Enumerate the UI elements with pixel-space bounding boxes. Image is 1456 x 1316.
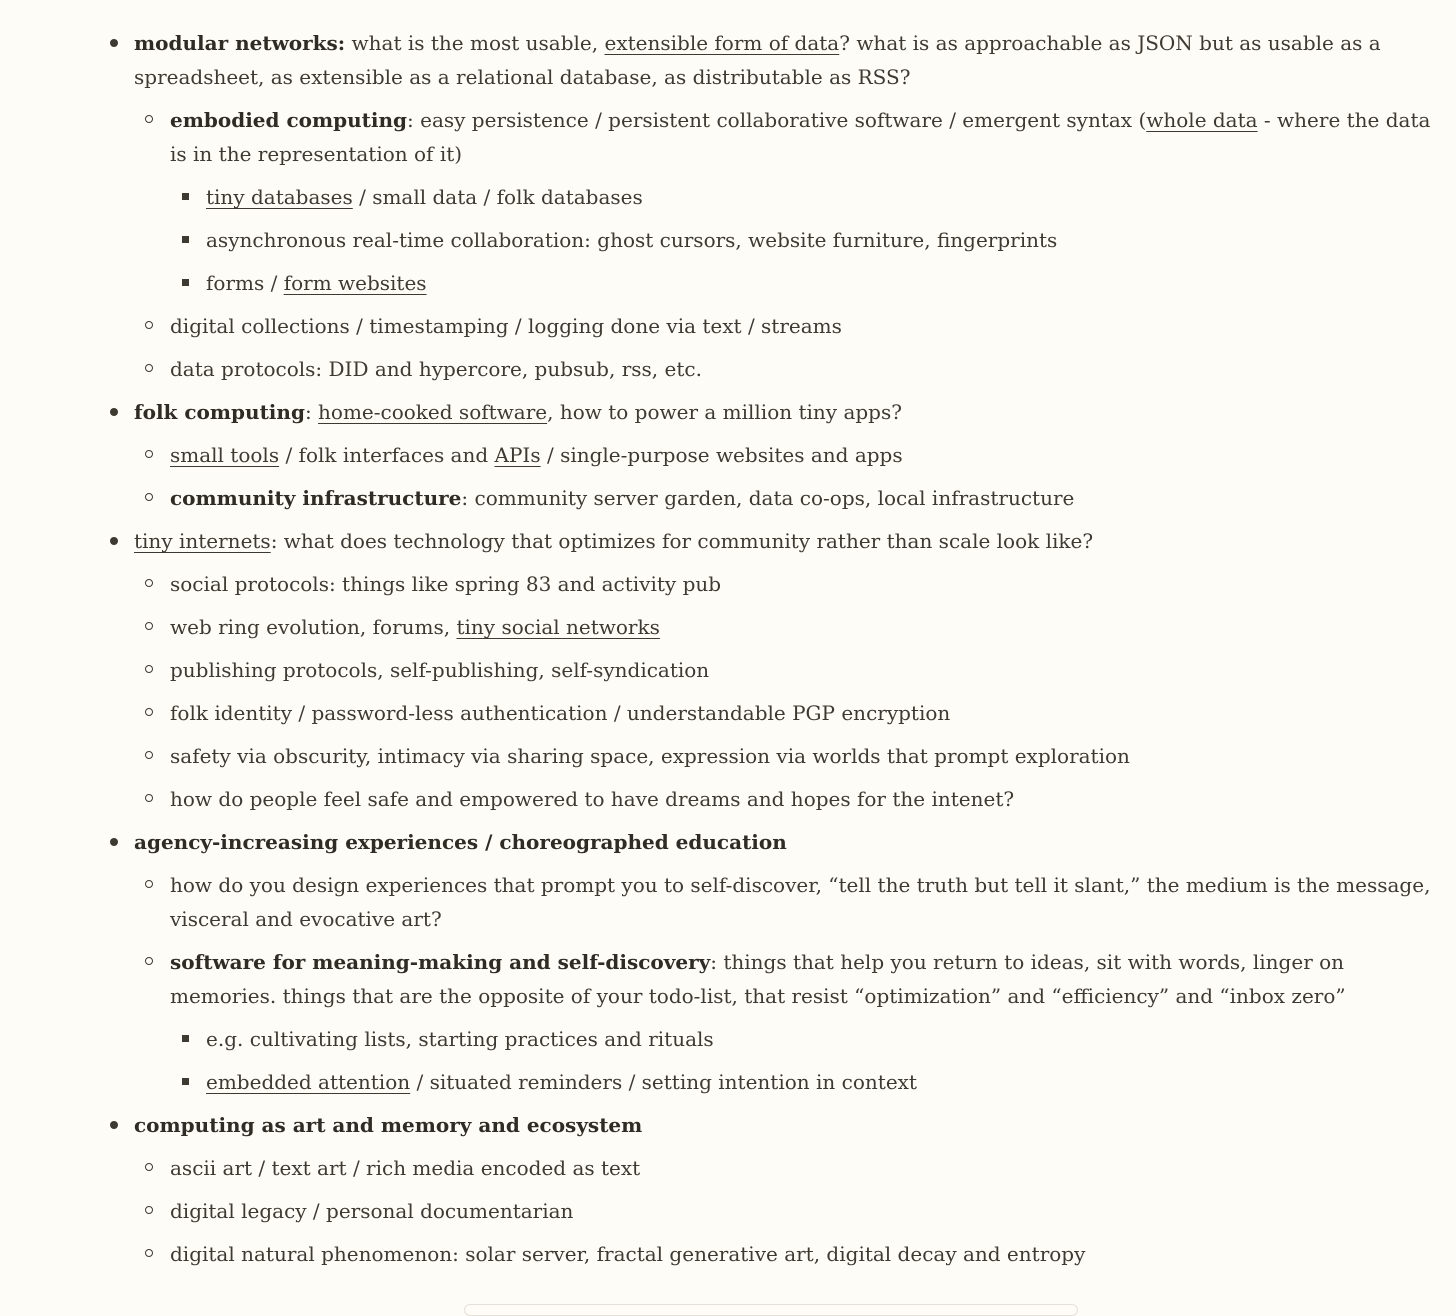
sublist xyxy=(0,1151,1456,1271)
item-title: folk computing xyxy=(134,400,305,424)
list-item xyxy=(0,1194,1456,1228)
list-item-modular-networks xyxy=(0,26,1456,386)
list-item xyxy=(0,1065,1438,1099)
link-form-websites[interactable]: form websites xyxy=(283,271,427,295)
list-item xyxy=(0,739,1456,773)
item-text: / situated reminders / setting intention in context xyxy=(410,1070,917,1094)
list-item xyxy=(0,1237,1456,1271)
item-text: web ring evolution, forums, xyxy=(170,615,457,639)
list-item-computing-as-art xyxy=(0,1108,1456,1271)
item-text: asynchronous real-time collaboration: ghost cursors, website furniture, fingerprints xyxy=(206,228,1058,252)
list-item-software-for-meaning-making xyxy=(0,945,1456,1099)
item-text: digital natural phenomenon: solar server, fractal generative art, digital decay and entropy xyxy=(170,1242,1086,1266)
list-item xyxy=(0,180,1438,214)
link-home-cooked-software[interactable]: home-cooked software xyxy=(318,400,548,424)
list-item xyxy=(0,782,1456,816)
sublist xyxy=(0,1022,1438,1099)
item-text: : community server garden, data co-ops, local infrastructure xyxy=(461,486,1075,510)
link-tiny-internets[interactable]: tiny internets xyxy=(134,529,271,553)
list-item xyxy=(0,1022,1438,1056)
sublist xyxy=(0,180,1438,300)
item-title: embodied computing xyxy=(170,108,408,132)
outline-list xyxy=(0,26,1456,1271)
list-item-community-infrastructure xyxy=(0,481,1456,515)
item-text: publishing protocols, self-publishing, self-syndication xyxy=(170,658,710,682)
list-item-agency-increasing-experiences xyxy=(0,825,1456,1099)
item-text: : easy persistence / persistent collaborative software / emergent syntax ( xyxy=(407,108,1147,132)
link-embedded-attention[interactable]: embedded attention xyxy=(206,1070,411,1094)
list-item xyxy=(0,610,1456,644)
item-text: social protocols: things like spring 83 and activity pub xyxy=(170,572,722,596)
item-text: what is the most usable, xyxy=(345,31,605,55)
footer-panel-edge xyxy=(464,1304,1078,1316)
list-item xyxy=(0,696,1456,730)
link-whole-data[interactable]: whole data xyxy=(1146,108,1258,132)
item-text: / small data / folk databases xyxy=(352,185,643,209)
idea-outline xyxy=(0,26,1456,1280)
item-text: : xyxy=(304,400,319,424)
item-text: / folk interfaces and xyxy=(279,443,495,467)
link-small-tools[interactable]: small tools xyxy=(170,443,280,467)
list-item xyxy=(0,352,1456,386)
item-text: digital collections / timestamping / logging done via text / streams xyxy=(170,314,842,338)
list-item xyxy=(0,223,1438,257)
list-item xyxy=(0,567,1456,601)
link-extensible-form-of-data[interactable]: extensible form of data xyxy=(604,31,840,55)
sublist xyxy=(0,103,1456,386)
item-text: / single-purpose websites and apps xyxy=(540,443,903,467)
item-text: ascii art / text art / rich media encoded as text xyxy=(170,1156,641,1180)
list-item xyxy=(0,1151,1456,1185)
item-text: e.g. cultivating lists, starting practices and rituals xyxy=(206,1027,714,1051)
item-text: folk identity / password-less authentication / understandable PGP encryption xyxy=(170,701,951,725)
item-title: agency-increasing experiences / choreographed education xyxy=(134,830,787,854)
link-tiny-social-networks[interactable]: tiny social networks xyxy=(456,615,660,639)
sublist xyxy=(0,868,1456,1099)
item-text: digital legacy / personal documentarian xyxy=(170,1199,574,1223)
item-text: ? what is as approachable as JSON but as usable as a spreadsheet, as extensible as a relational database, as distributable as RSS? xyxy=(134,31,1381,89)
link-apis[interactable]: APIs xyxy=(494,443,541,467)
item-title: computing as art and memory and ecosystem xyxy=(134,1113,643,1137)
item-text: : things that help you return to ideas, sit with words, linger on memories. things that are the opposite of your todo-list, that resist “optimization” and “efficiency” and “inbox zero” xyxy=(170,950,1346,1008)
item-text: how do people feel safe and empowered to have dreams and hopes for the intenet? xyxy=(170,787,1015,811)
list-item xyxy=(0,653,1456,687)
list-item xyxy=(0,868,1456,936)
item-text: how do you design experiences that prompt you to self-discover, “tell the truth but tell it slant,” the medium is the message, visceral and evocative art? xyxy=(170,873,1431,931)
item-text: safety via obscurity, intimacy via sharing space, expression via worlds that prompt exploration xyxy=(170,744,1130,768)
item-text: , how to power a million tiny apps? xyxy=(547,400,902,424)
sublist xyxy=(0,567,1456,816)
item-text: data protocols: DID and hypercore, pubsub, rss, etc. xyxy=(170,357,702,381)
item-title: community infrastructure xyxy=(170,486,462,510)
list-item-embodied-computing xyxy=(0,103,1456,300)
list-item xyxy=(0,309,1456,343)
link-tiny-databases[interactable]: tiny databases xyxy=(206,185,353,209)
sublist xyxy=(0,438,1456,515)
item-text: : what does technology that optimizes for community rather than scale look like? xyxy=(270,529,1094,553)
list-item-tiny-internets xyxy=(0,524,1456,816)
list-item xyxy=(0,266,1438,300)
item-title: modular networks: xyxy=(134,31,346,55)
list-item xyxy=(0,438,1456,472)
list-item-folk-computing xyxy=(0,395,1456,515)
item-text: forms / xyxy=(206,271,284,295)
item-title: software for meaning-making and self-discovery xyxy=(170,950,711,974)
item-text: - where the data is in the representation of it) xyxy=(170,108,1431,166)
